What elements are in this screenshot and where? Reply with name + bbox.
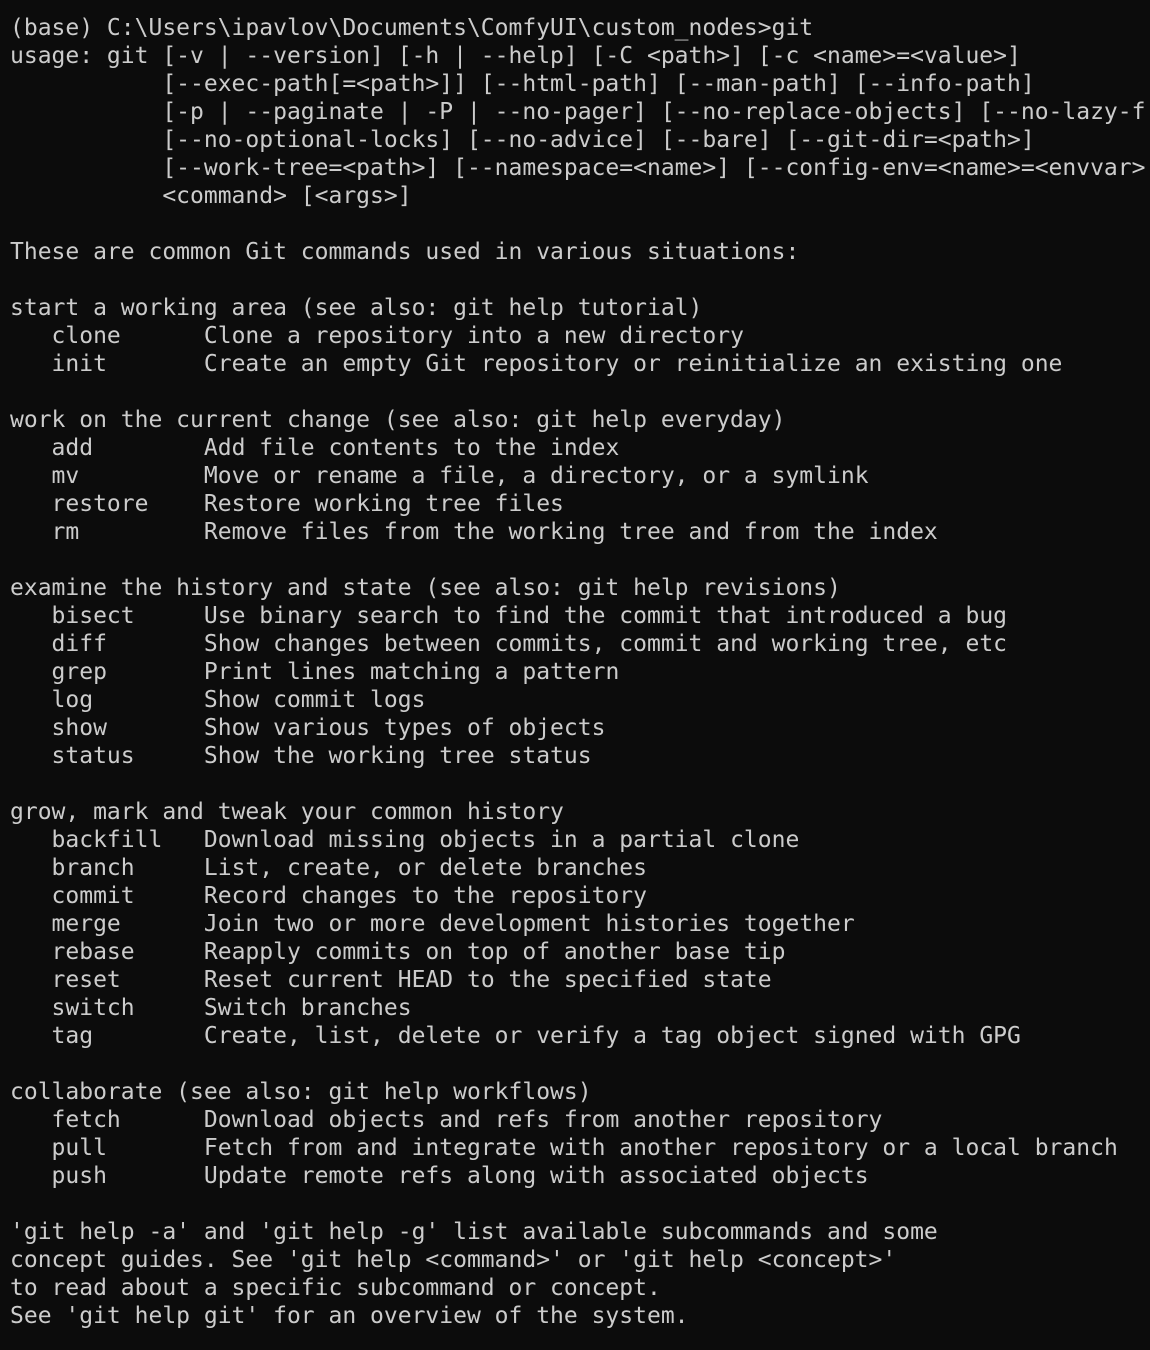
blank-line <box>10 546 1150 574</box>
command-name: grep <box>10 659 204 685</box>
blank-line <box>10 378 1150 406</box>
command-name: push <box>10 1163 204 1189</box>
command-line <box>10 882 1150 910</box>
command-line <box>10 462 1150 490</box>
command-description: Show commit logs <box>203 687 426 713</box>
command-name: backfill <box>10 827 204 853</box>
command-name: rebase <box>10 939 204 965</box>
command-description: Show changes between commits, commit and working tree, etc <box>203 631 1008 657</box>
usage-line: [-p | --paginate | -P | --no-pager] [--no-replace-objects] [--no-lazy-f <box>10 99 1146 125</box>
usage-line: [--no-optional-locks] [--no-advice] [--bare] [--git-dir=<path>] <box>10 127 1035 153</box>
command-description: Join two or more development histories together <box>203 911 855 937</box>
command-name: status <box>10 743 204 769</box>
footer-line: 'git help -a' and 'git help -g' list available subcommands and some <box>10 1219 938 1245</box>
command-line <box>10 742 1150 770</box>
footer-line: concept guides. See 'git help <command>' or 'git help <concept>' <box>10 1247 897 1273</box>
blank-line <box>10 770 1150 798</box>
command-line <box>10 1106 1150 1134</box>
footer-line: See 'git help git' for an overview of the system. <box>10 1303 689 1329</box>
command-name: mv <box>10 463 204 489</box>
command-line <box>10 658 1150 686</box>
command-description: Reapply commits on top of another base tip <box>203 939 786 965</box>
command-line <box>10 826 1150 854</box>
command-name: reset <box>10 967 204 993</box>
usage-line: [--exec-path[=<path>]] [--html-path] [--man-path] [--info-path] <box>10 71 1035 97</box>
command-name: rm <box>10 519 204 545</box>
command-name: restore <box>10 491 204 517</box>
intro-line: These are common Git commands used in various situations: <box>10 239 800 265</box>
footer-line: to read about a specific subcommand or concept. <box>10 1275 661 1301</box>
command-description: List, create, or delete branches <box>203 855 647 881</box>
blank-line <box>10 266 1150 294</box>
command-name: merge <box>10 911 204 937</box>
usage-line: <command> [<args>] <box>10 183 412 209</box>
command-line <box>10 322 1150 350</box>
command-name: switch <box>10 995 204 1021</box>
command-name: clone <box>10 323 204 349</box>
command-name: fetch <box>10 1107 204 1133</box>
command-line <box>10 1134 1150 1162</box>
command-name: tag <box>10 1023 204 1049</box>
command-description: Add file contents to the index <box>203 435 620 461</box>
command-line <box>10 630 1150 658</box>
command-description: Create an empty Git repository or reinitialize an existing one <box>203 351 1063 377</box>
command-line <box>10 434 1150 462</box>
command-line <box>10 966 1150 994</box>
command-description: Clone a repository into a new directory <box>203 323 744 349</box>
command-line <box>10 490 1150 518</box>
command-name: init <box>10 351 204 377</box>
command-line <box>10 994 1150 1022</box>
command-description: Print lines matching a pattern <box>203 659 620 685</box>
command-line <box>10 938 1150 966</box>
command-description: Create, list, delete or verify a tag object signed with GPG <box>203 1023 1021 1049</box>
command-description: Download missing objects in a partial clone <box>203 827 800 853</box>
command-line <box>10 350 1150 378</box>
section-heading: collaborate (see also: git help workflows) <box>10 1079 592 1105</box>
command-name: diff <box>10 631 204 657</box>
command-name: branch <box>10 855 204 881</box>
section-heading: work on the current change (see also: git help everyday) <box>10 407 786 433</box>
command-line <box>10 1022 1150 1050</box>
command-description: Update remote refs along with associated objects <box>203 1163 869 1189</box>
command-line <box>10 686 1150 714</box>
section-heading: examine the history and state (see also: git help revisions) <box>10 575 841 601</box>
command-line <box>10 1162 1150 1190</box>
command-description: Use binary search to find the commit that introduced a bug <box>203 603 1008 629</box>
prompt-line: (base) C:\Users\ipavlov\Documents\ComfyUI\custom_nodes>git <box>10 15 814 41</box>
command-description: Show the working tree status <box>203 743 592 769</box>
usage-line: usage: git [-v | --version] [-h | --help] [-C <path>] [-c <name>=<value>] <box>10 43 1021 69</box>
command-description: Fetch from and integrate with another repository or a local branch <box>203 1135 1118 1161</box>
terminal-output <box>10 42 1150 1330</box>
command-description: Move or rename a file, a directory, or a symlink <box>203 463 869 489</box>
section-heading: grow, mark and tweak your common history <box>10 799 564 825</box>
blank-line <box>10 1050 1150 1078</box>
command-description: Restore working tree files <box>203 491 564 517</box>
command-description: Show various types of objects <box>203 715 606 741</box>
command-name: pull <box>10 1135 204 1161</box>
command-description: Reset current HEAD to the specified state <box>203 967 772 993</box>
blank-line <box>10 210 1150 238</box>
command-description: Switch branches <box>203 995 412 1021</box>
section-heading: start a working area (see also: git help tutorial) <box>10 295 703 321</box>
command-name: log <box>10 687 204 713</box>
command-line <box>10 714 1150 742</box>
command-line <box>10 518 1150 546</box>
command-line <box>10 602 1150 630</box>
command-name: commit <box>10 883 204 909</box>
command-name: add <box>10 435 204 461</box>
command-line <box>10 910 1150 938</box>
blank-line <box>10 1190 1150 1218</box>
command-description: Remove files from the working tree and from the index <box>203 519 938 545</box>
command-description: Record changes to the repository <box>203 883 647 909</box>
usage-line: [--work-tree=<path>] [--namespace=<name>] [--config-env=<name>=<envvar> <box>10 155 1146 181</box>
command-name: bisect <box>10 603 204 629</box>
command-line <box>10 854 1150 882</box>
command-description: Download objects and refs from another repository <box>203 1107 883 1133</box>
command-name: show <box>10 715 204 741</box>
